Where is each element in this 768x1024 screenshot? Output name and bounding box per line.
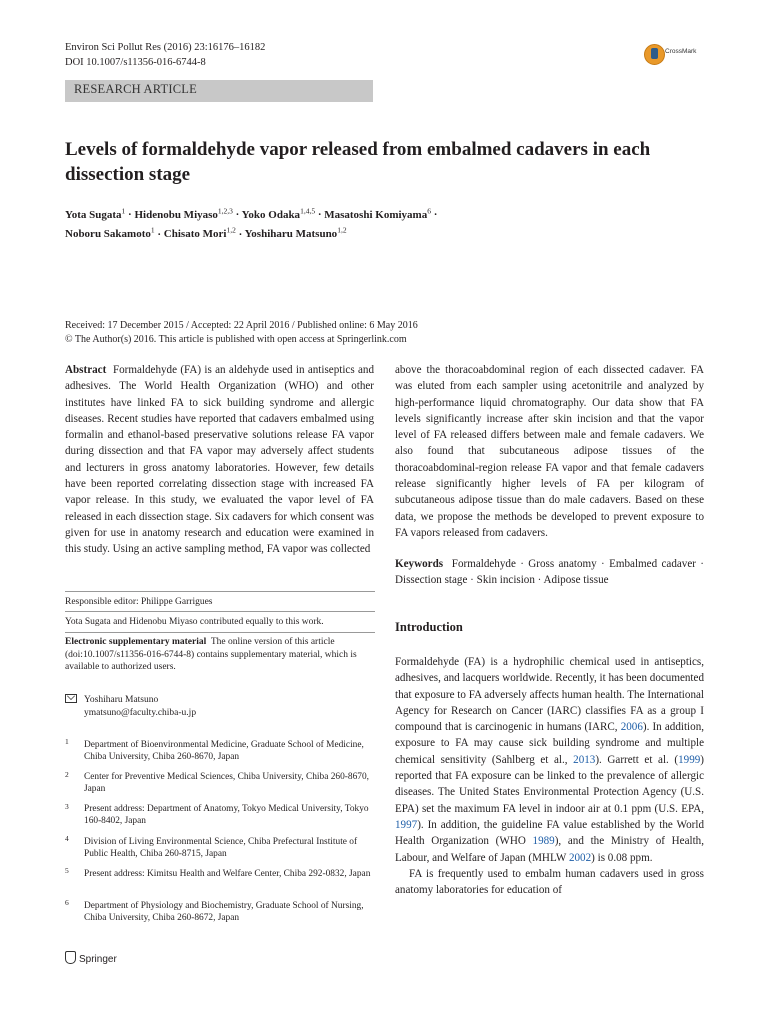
author[interactable]: Yota Sugata$^1$ bbox=[65, 206, 126, 221]
publisher-footer bbox=[65, 951, 117, 965]
crossmark-badge[interactable] bbox=[644, 44, 716, 64]
article-type-banner bbox=[65, 80, 373, 102]
crossmark-label: CrossMark bbox=[665, 48, 697, 55]
publisher-name: Springer bbox=[79, 954, 117, 965]
responsible-editor: Responsible editor: Philippe Garrigues bbox=[65, 597, 213, 607]
journal-line: Environ Sci Pollut Res (2016) 23:16176–16182 bbox=[65, 42, 266, 53]
journal-citation bbox=[65, 40, 265, 70]
springer-logo-icon bbox=[65, 951, 76, 964]
article-title: Levels of formaldehyde vapor released from embalmed cadavers in each dissection stage bbox=[65, 139, 651, 185]
esm-label: Electronic supplementary material bbox=[65, 637, 207, 647]
affiliation-text: Department of Bioenvironmental Medicine, Graduate School of Medicine, Chiba University, Chiba 260-8670, Japan bbox=[84, 740, 364, 763]
abstract bbox=[65, 362, 374, 558]
author[interactable]: Chisato Mori$^{1,2}$ bbox=[163, 225, 236, 241]
keywords bbox=[395, 556, 704, 589]
publication-dates bbox=[65, 319, 418, 347]
citation-link[interactable]: 2006 bbox=[620, 721, 643, 734]
abstract-label: Abstract bbox=[65, 364, 107, 376]
introduction-heading: Introduction bbox=[395, 620, 463, 634]
doi-line: DOI 10.1007/s11356-016-6744-8 bbox=[65, 57, 206, 68]
citation-link[interactable]: 1989 bbox=[532, 835, 555, 848]
received-line: Received: 17 December 2015 / Accepted: 22 April 2016 / Published online: 6 May 2016 bbox=[65, 320, 418, 331]
affiliation-number: 6 bbox=[65, 898, 69, 907]
abstract-continued: above the thoracoabdominal region of each dissected cadaver. FA was eluted from each sampler using acetonitrile and analyzed by high-performance liquid chromatography. Our data show that FA levels significantly increase after skin incision and that the vapor level of FA released differs between male and female cadavers. We also found that subcutaneous adipose tissues of the thoracoabdominal-region release FA vapor and that female cadavers release significantly higher levels of FA per kilogram of subcutaneous adipose tissue than do male cadavers. Based on these data, we propose the methods be developed to prevent exposure to FA vapors released from cadavers. bbox=[395, 364, 704, 539]
introduction-paragraph: Formaldehyde (FA) is a hydrophilic chemical used in antiseptics, adhesives, and lacquers worldwide. Recently, it has been documented that exposure to FA adversely affects human health. The International Agency for Research on Cancer (IARC) classifies FA as a group I compound that is carcinogenic in humans (IARC, 2006). In addition, exposure to FA may cause sick building syndrome and multiple chemical sensitivity (Sahlberg et al., 2013). Garrett et al. (1999) reported that FA exposure can be linked to the prevalence of allergic diseases. The United States Environmental Protection Agency (U.S. EPA) set the maximum FA level in indoor air at 0.1 ppm (U.S. EPA, 1997). In addition, the guideline FA value established by the World Health Organization (WHO 1989), and the Ministry of Health, Labour, and Welfare of Japan (MHLW 2002) is 0.08 ppm. FA is frequently used to embalm human cadavers used in gross anatomy laboratories for education of bbox=[395, 654, 704, 898]
citation-link[interactable]: 1997 bbox=[395, 818, 418, 831]
affiliation-number: 5 bbox=[65, 866, 69, 875]
correspondence-name: Yoshiharu Matsuno bbox=[84, 695, 159, 705]
affiliation-number: 4 bbox=[65, 834, 69, 843]
introduction-paragraph-2: FA is frequently used to embalm human cadavers used in gross anatomy laboratories for education of bbox=[395, 867, 704, 897]
author[interactable]: Noboru Sakamoto$^1$ bbox=[65, 225, 155, 241]
keywords-text: Formaldehyde · Gross anatomy · Embalmed cadaver · Dissection stage · Skin incision · Adipose tissue bbox=[395, 558, 704, 587]
correspondence bbox=[84, 694, 374, 720]
abstract-text: Formaldehyde (FA) is an aldehyde used in antiseptics and adhesives. The World Health Organization (WHO) and other institutes have linked FA to sick building syndrome and allergic diseases. Recent studies have reported that cadavers embalmed using formalin and ethanol-based preservative solutions release FA vapor during dissection and that FA vapor may adversely affect students and lecturers in gross anatomy laboratories. However, few details have been reported correlating dissection stage with increased FA vapor release. In this study, we evaluated the vapor level of FA released in each dissection stage. Six cadavers for which consent was given for use in anatomy research and education were examined in this study. Using an active sampling method, FA vapor was collected bbox=[65, 364, 375, 556]
author[interactable]: Yoko Odaka$^{1,4,5}$ bbox=[241, 206, 316, 221]
affiliation-text: Present address: Kimitsu Health and Welfare Center, Chiba 292-0832, Japan bbox=[84, 869, 371, 879]
affiliation-number: 1 bbox=[65, 737, 69, 746]
author[interactable]: Masatoshi Komiyama$^6$ bbox=[324, 206, 431, 221]
article-type: RESEARCH ARTICLE bbox=[74, 82, 197, 96]
esm-text[interactable]: The online version of this article (doi:10.1007/s11356-016-6744-8) contains supplementary material, which is available to authorized users. bbox=[65, 637, 357, 672]
citation-link[interactable]: 1999 bbox=[678, 753, 701, 766]
license-line: © The Author(s) 2016. This article is published with open access at Springerlink.com bbox=[65, 334, 407, 345]
supplementary-note bbox=[65, 636, 375, 674]
correspondence-email[interactable]: ymatsuno@faculty.chiba-u.jp bbox=[84, 708, 197, 718]
crossmark-icon bbox=[644, 44, 665, 65]
citation-link[interactable]: 2013 bbox=[573, 753, 596, 766]
envelope-icon bbox=[65, 694, 77, 703]
affiliation-text: Division of Living Environmental Science, Chiba Prefectural Institute of Public Health, Chiba 260-8715, Japan bbox=[84, 837, 358, 860]
author-list: Yota Sugata$^1$ · Hidenobu Miyaso$^{1,2,3}$ · Yoko Odaka$^{1,4,5}$ · Masatoshi Komiyama$^6$ · Noboru Sakamoto$^1$ · Chisato Mori$^{1,2}$ · Yoshiharu Matsuno$^{1,2}$ bbox=[65, 206, 438, 241]
affiliation-number: 3 bbox=[65, 802, 69, 811]
keywords-label: Keywords bbox=[395, 558, 444, 570]
affiliation-number: 2 bbox=[65, 770, 69, 779]
citation-link[interactable]: 2002 bbox=[568, 851, 592, 864]
affiliation-text: Present address: Department of Anatomy, Tokyo Medical University, Tokyo 160-8402, Japan bbox=[84, 804, 369, 827]
affiliation-text: Department of Physiology and Biochemistry, Graduate School of Nursing, Chiba University, Chiba 260-8672, Japan bbox=[84, 901, 364, 924]
affiliation-text: Center for Preventive Medical Sciences, Chiba University, Chiba 260-8670, Japan bbox=[84, 772, 369, 795]
equal-contribution-note: Yota Sugata and Hidenobu Miyaso contributed equally to this work. bbox=[65, 617, 324, 627]
author[interactable]: Yoshiharu Matsuno$^{1,2}$ bbox=[244, 225, 347, 241]
author[interactable]: Hidenobu Miyaso$^{1,2,3}$ bbox=[134, 206, 233, 221]
